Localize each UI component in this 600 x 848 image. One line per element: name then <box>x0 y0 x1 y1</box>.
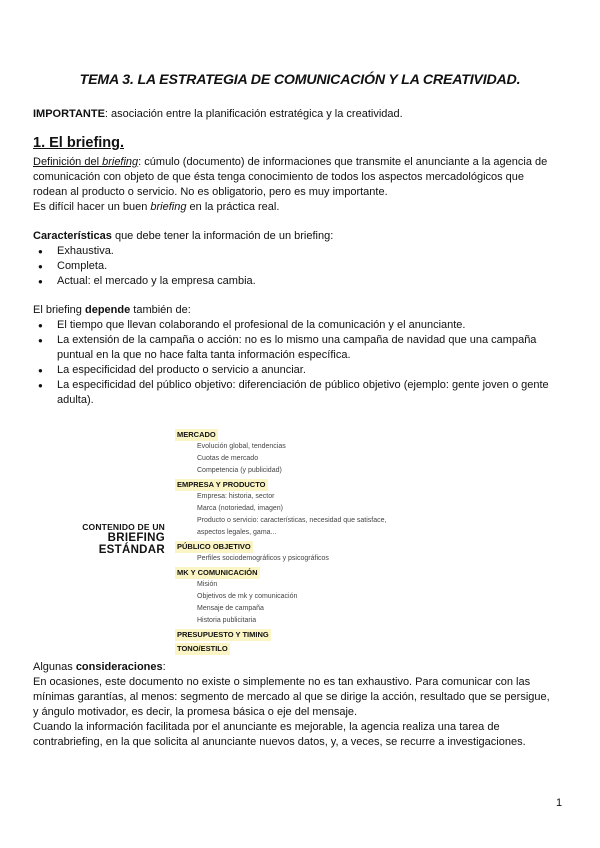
consideraciones-paragraph <box>33 660 550 750</box>
subitem: Producto o servicio: características, necesidad que satisface, <box>197 517 387 524</box>
importante-line <box>33 107 403 122</box>
figure-caption-big: BRIEFING ESTÁNDAR <box>98 532 165 556</box>
list-item-line: puntual en la que no hace falta tanta información específica. <box>57 349 351 361</box>
subitem: Objetivos de mk y comunicación <box>197 593 298 600</box>
caracteristicas-intro <box>33 229 333 244</box>
definition-label-a: Definición del <box>33 156 103 168</box>
paragraph-line: En ocasiones, este documento no existe o simplemente no es tan exhaustivo. Para comunicar con las <box>33 676 531 688</box>
depende-label: depende <box>84 304 131 316</box>
subitem: Mensaje de campaña <box>197 605 264 612</box>
consideraciones-pre: Algunas <box>33 661 76 673</box>
page-number: 1 <box>556 797 563 809</box>
list-item: ● Actual: el mercado y la empresa cambia. <box>35 274 256 289</box>
definition-text-3: rodean al producto o servicio. No es obligatorio, pero es muy importante. <box>33 186 388 198</box>
subitem: Competencia (y publicidad) <box>197 467 282 474</box>
category-mk: MK Y COMUNICACIÓN <box>177 568 258 577</box>
subitem: Cuotas de mercado <box>197 455 259 462</box>
subitem: Evolución global, tendencias <box>197 443 286 450</box>
page-title: TEMA 3. LA ESTRATEGIA DE COMUNICACIÓN Y LA CREATIVIDAD. <box>79 72 521 88</box>
dificil-c: en la práctica real. <box>186 201 280 213</box>
section-heading-briefing: 1. El briefing. <box>33 135 125 151</box>
paragraph-line: contrabriefing, en la que solicita al anunciante nuevos datos, y, a veces, se recurre a investigaciones. <box>33 736 526 748</box>
category-mercado: MERCADO <box>177 430 216 439</box>
caracteristicas-text: que debe tener la información de un briefing: <box>111 230 334 242</box>
consideraciones-post: : <box>162 661 166 673</box>
depende-list <box>35 318 549 408</box>
depende-post: también de: <box>130 304 191 316</box>
definition-label <box>33 156 138 168</box>
subitem: Perfiles sociodemográficos y psicográficos <box>197 555 329 562</box>
list-item-line: adulta). <box>57 394 94 406</box>
figure-caption-small: CONTENIDO DE UN <box>82 522 165 532</box>
definition-text-1: : cúmulo (documento) de informaciones que transmite el anunciante a la agencia de <box>138 156 548 168</box>
list-item-line: La extensión de la campaña o acción: no es lo mismo una campaña de navidad que una campaña <box>57 334 537 346</box>
paragraph-line: mínimas garantías, al menos: segmento de mercado al que se dirige la acción, resultado que se persigue, <box>33 691 550 703</box>
consideraciones-label: consideraciones <box>75 661 163 673</box>
category-empresa: EMPRESA Y PRODUCTO <box>177 480 266 489</box>
subitem: Misión <box>197 581 218 588</box>
briefing-contents-figure <box>75 422 435 653</box>
list-item-line: La especificidad del público objetivo: diferenciación de público objetivo (ejemplo: gente joven o gente <box>57 379 549 391</box>
depende-intro <box>33 303 191 318</box>
list-item: ● El tiempo que llevan colaborando el profesional de la comunicación y el anunciante. <box>35 318 549 333</box>
importante-text: : asociación entre la planificación estratégica y la creatividad. <box>104 108 403 120</box>
paragraph-line: Cuando la información facilitada por el anunciante es mejorable, la agencia realiza una tarea de <box>33 721 500 733</box>
figure-caption <box>75 522 165 556</box>
category-presupuesto: PRESUPUESTO Y TIMING <box>177 630 269 639</box>
definition-paragraph <box>33 155 547 215</box>
subitem: aspectos legales, gama... <box>197 529 277 536</box>
list-item: ● La especificidad del producto o servicio a anunciar. <box>35 363 549 378</box>
dificil-a: Es difícil hacer un buen <box>33 201 151 213</box>
depende-pre: El briefing <box>33 304 85 316</box>
list-item: ● Exhaustiva. <box>35 244 256 259</box>
figure-list <box>175 427 435 655</box>
category-tono: TONO/ESTILO <box>177 644 228 653</box>
list-item: ● Completa. <box>35 259 256 274</box>
importante-label: IMPORTANTE <box>33 108 105 120</box>
list-item <box>35 378 549 408</box>
caracteristicas-label: Características <box>33 230 112 242</box>
subitem: Empresa: historia, sector <box>197 493 275 500</box>
category-publico: PÚBLICO OBJETIVO <box>177 542 251 551</box>
subitem: Marca (notoriedad, imagen) <box>197 505 283 512</box>
definition-text-2: comunicación con objeto de que ésta tenga conocimiento de todos los aspectos mercadológicos que <box>33 171 525 183</box>
subitem: Historia publicitaria <box>197 617 257 624</box>
paragraph-line: y ángulo motivador, es decir, la promesa básica o eje del mensaje. <box>33 706 358 718</box>
dificil-b: briefing <box>150 201 187 213</box>
list-item <box>35 333 549 363</box>
caracteristicas-list <box>35 244 256 289</box>
definition-label-b: briefing <box>102 156 139 168</box>
